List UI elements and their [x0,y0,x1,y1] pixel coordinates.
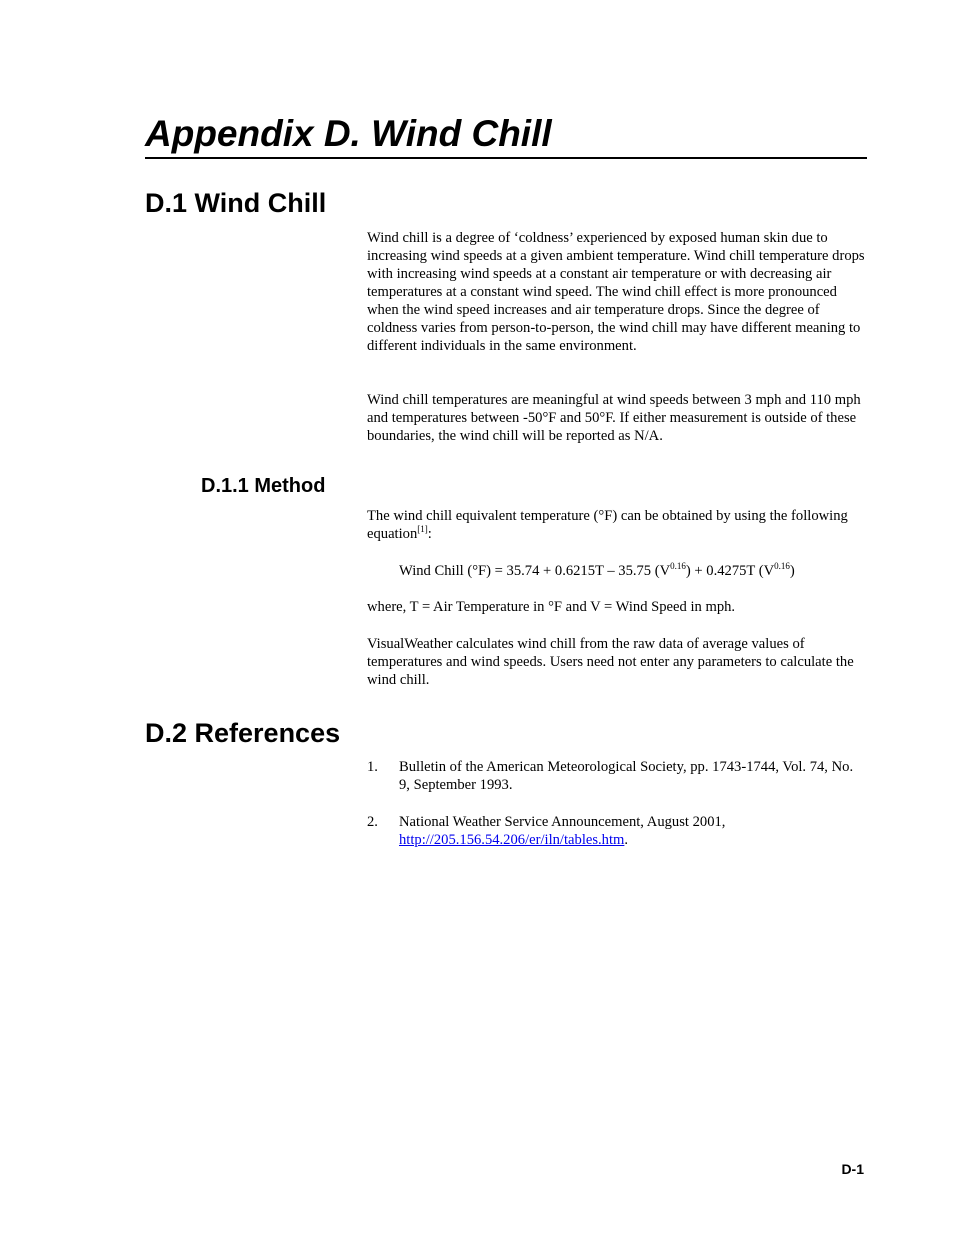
subsection-heading-method: D.1.1 Method [201,475,326,497]
wind-chill-definition-paragraph: Wind chill is a degree of ‘coldness’ experienced by exposed human skin due to increasing wind speeds at a given ambient temperature. Wind chill temperature drops with increasing wind speeds at a constant air temperature or with decreasing air temperatures at a constant wind speed. The wind chill effect is more pronounced when the wind speed increases and air temperature drops. Since the degree of coldness varies from person-to-person, the wind chill may have different meaning to different individuals in the same environment. [367,230,865,354]
page-number: D-1 [841,1161,864,1177]
method-intro-text: The wind chill equivalent temperature (°F) can be obtained by using the following equation [367,508,848,542]
method-intro-paragraph [367,507,867,543]
appendix-title: Appendix D. Wind Chill [145,112,867,159]
reference-period: . [624,832,629,848]
wind-chill-range-paragraph: Wind chill temperatures are meaningful at wind speeds between 3 mph and 110 mph and temperatures between -50°F and 50°F. If either measurement is outside of these boundaries, the wind chill will be reported as N/A. [367,392,861,444]
reference-link[interactable]: http://205.156.54.206/er/iln/tables.htm [399,832,625,848]
equation-part-2: ) + 0.4275T (V [685,563,775,579]
equation-part-3: ) [789,563,795,579]
reference-text: Bulletin of the American Meteorological Society, pp. 1743-1744, Vol. 74, No. 9, September 1993. [399,759,854,793]
reference-item [367,813,867,849]
equation-exponent-1: 0.16 [670,561,686,571]
citation-ref: [1] [417,524,428,534]
reference-text-block [399,813,867,849]
reference-item [367,758,867,794]
reference-text: National Weather Service Announcement, August 2001, [399,814,726,830]
section-heading-references: D.2 References [145,718,341,748]
reference-number: 2. [367,814,378,830]
equation-part-1: Wind Chill (°F) = 35.74 + 0.6215T – 35.75 (V [399,563,671,579]
visualweather-paragraph: VisualWeather calculates wind chill from the raw data of average values of temperatures and wind speeds. Users need not enter any parameters to calculate the wind chill. [367,636,854,688]
equation-exponent-2: 0.16 [774,561,790,571]
section-heading-wind-chill: D.1 Wind Chill [145,188,327,218]
variable-definition-paragraph: where, T = Air Temperature in °F and V = Wind Speed in mph. [367,599,736,615]
reference-number: 1. [367,759,378,775]
method-intro-colon: : [427,526,432,542]
wind-chill-equation [399,562,867,580]
